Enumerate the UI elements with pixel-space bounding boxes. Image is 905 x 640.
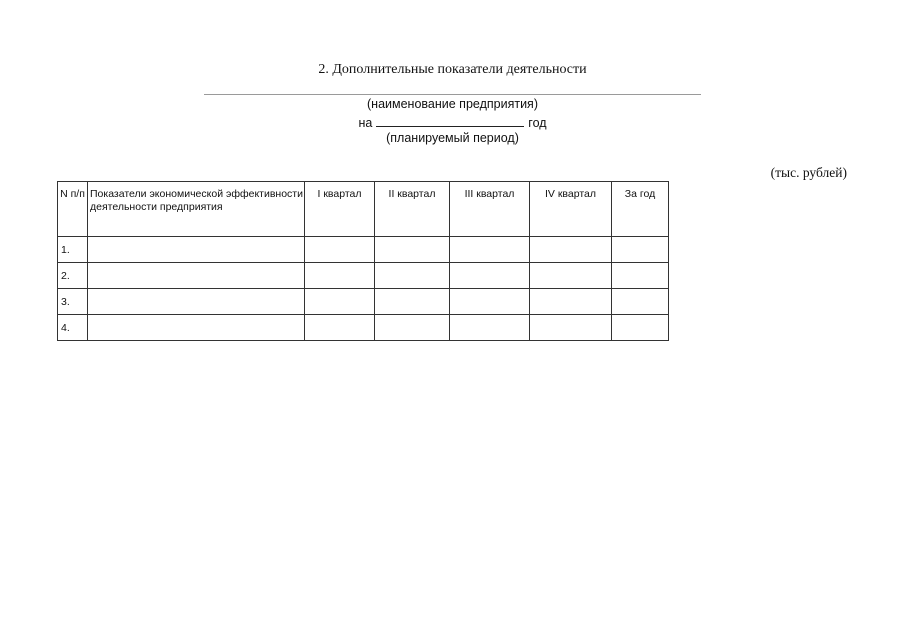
header-q3: III квартал xyxy=(450,182,530,237)
period-row xyxy=(0,114,905,130)
header-year: За год xyxy=(612,182,669,237)
q2-cell[interactable] xyxy=(375,237,450,263)
indicator-cell[interactable] xyxy=(88,237,305,263)
q4-cell[interactable] xyxy=(530,263,612,289)
period-blank-line xyxy=(376,114,524,127)
q1-cell[interactable] xyxy=(305,289,375,315)
indicator-cell[interactable] xyxy=(88,315,305,341)
q4-cell[interactable] xyxy=(530,237,612,263)
q2-cell[interactable] xyxy=(375,263,450,289)
q2-cell[interactable] xyxy=(375,289,450,315)
table-header-row xyxy=(58,182,669,237)
q3-cell[interactable] xyxy=(450,289,530,315)
header-q1: I квартал xyxy=(305,182,375,237)
units-note: (тыс. рублей) xyxy=(770,165,847,180)
header-q4: IV квартал xyxy=(530,182,612,237)
row-number: 1. xyxy=(58,237,88,263)
row-number: 4. xyxy=(58,315,88,341)
q1-cell[interactable] xyxy=(305,315,375,341)
q1-cell[interactable] xyxy=(305,263,375,289)
header-indicator: Показатели экономической эффективности деятельности предприятия xyxy=(88,182,305,237)
header-num: N п/п xyxy=(58,182,88,237)
table-row xyxy=(58,237,669,263)
section-title: 2. Дополнительные показатели деятельности xyxy=(318,62,587,77)
period-prefix: на xyxy=(358,116,373,130)
indicator-cell[interactable] xyxy=(88,263,305,289)
indicator-cell[interactable] xyxy=(88,289,305,315)
enterprise-name-line xyxy=(204,94,701,95)
q4-cell[interactable] xyxy=(530,315,612,341)
q3-cell[interactable] xyxy=(450,263,530,289)
row-number: 2. xyxy=(58,263,88,289)
q1-cell[interactable] xyxy=(305,237,375,263)
year-cell[interactable] xyxy=(612,289,669,315)
q3-cell[interactable] xyxy=(450,315,530,341)
row-number: 3. xyxy=(58,289,88,315)
q3-cell[interactable] xyxy=(450,237,530,263)
q2-cell[interactable] xyxy=(375,315,450,341)
year-cell[interactable] xyxy=(612,237,669,263)
period-caption: (планируемый период) xyxy=(386,131,519,145)
year-cell[interactable] xyxy=(612,263,669,289)
period-suffix: год xyxy=(528,116,547,130)
table-row xyxy=(58,289,669,315)
enterprise-name-caption: (наименование предприятия) xyxy=(367,97,538,111)
q4-cell[interactable] xyxy=(530,289,612,315)
header-q2: II квартал xyxy=(375,182,450,237)
table-row xyxy=(58,263,669,289)
indicators-table xyxy=(57,181,669,341)
year-cell[interactable] xyxy=(612,315,669,341)
table-row xyxy=(58,315,669,341)
